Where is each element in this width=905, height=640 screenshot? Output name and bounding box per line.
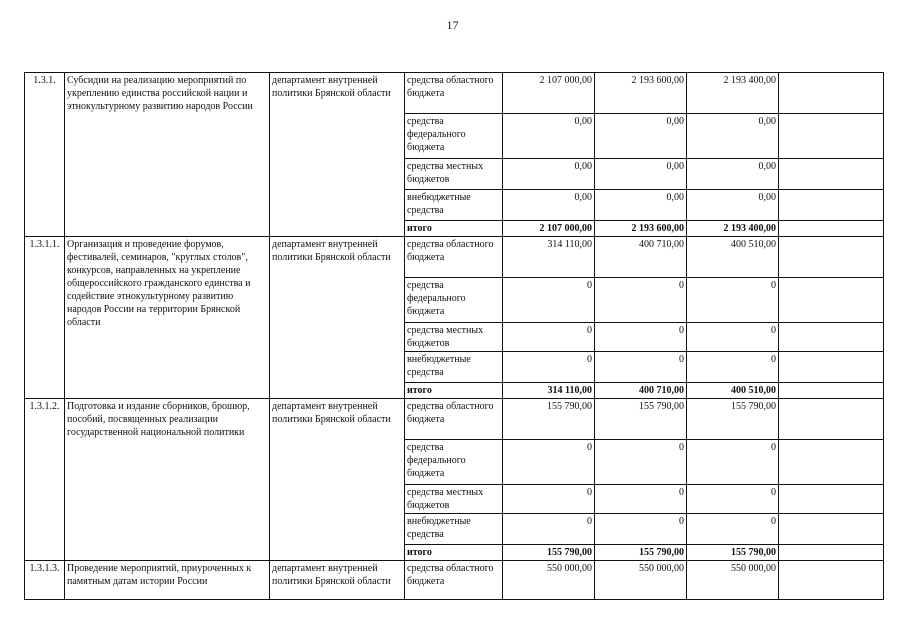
amount-v3: 155 790,00	[687, 399, 779, 440]
table-row	[25, 237, 884, 278]
funding-source: средства областного бюджета	[405, 561, 503, 600]
funding-source: средства местных бюджетов	[405, 485, 503, 514]
empty-cell	[779, 114, 884, 159]
amount-v1: 0,00	[503, 114, 595, 159]
empty-cell	[779, 190, 884, 221]
amount-v3: 0	[687, 514, 779, 545]
empty-cell	[779, 278, 884, 323]
amount-v3: 0	[687, 352, 779, 383]
amount-v3: 0	[687, 278, 779, 323]
amount-v1: 314 110,00	[503, 383, 595, 399]
amount-v1: 0	[503, 485, 595, 514]
funding-source: средства местных бюджетов	[405, 159, 503, 190]
item-code: 1.3.1.3.	[25, 561, 65, 600]
amount-v1: 0	[503, 352, 595, 383]
amount-v1: 2 107 000,00	[503, 73, 595, 114]
amount-v1: 2 107 000,00	[503, 221, 595, 237]
funding-source: итого	[405, 383, 503, 399]
amount-v3: 400 510,00	[687, 237, 779, 278]
amount-v3: 0	[687, 485, 779, 514]
item-executor: департамент внутренней политики Брянской области	[270, 237, 405, 399]
amount-v1: 0,00	[503, 190, 595, 221]
amount-v2: 400 710,00	[595, 237, 687, 278]
funding-source: средства федерального бюджета	[405, 114, 503, 159]
funding-source: средства федерального бюджета	[405, 278, 503, 323]
empty-cell	[779, 221, 884, 237]
amount-v1: 0	[503, 278, 595, 323]
amount-v3: 0,00	[687, 159, 779, 190]
amount-v3: 0,00	[687, 114, 779, 159]
amount-v1: 0,00	[503, 159, 595, 190]
empty-cell	[779, 237, 884, 278]
amount-v3: 400 510,00	[687, 383, 779, 399]
funding-source: итого	[405, 221, 503, 237]
amount-v2: 400 710,00	[595, 383, 687, 399]
amount-v2: 0	[595, 278, 687, 323]
empty-cell	[779, 159, 884, 190]
empty-cell	[779, 323, 884, 352]
empty-cell	[779, 514, 884, 545]
item-name: Субсидии на реализацию мероприятий по укреплению единства российской нации и этнокультурному развитию народов России	[65, 73, 270, 237]
empty-cell	[779, 399, 884, 440]
budget-table	[24, 72, 884, 600]
empty-cell	[779, 545, 884, 561]
budget-table-body	[25, 73, 884, 600]
amount-v1: 550 000,00	[503, 561, 595, 600]
item-executor: департамент внутренней политики Брянской области	[270, 399, 405, 561]
item-name: Подготовка и издание сборников, брошюр, пособий, посвященных реализации государственной национальной политики	[65, 399, 270, 561]
amount-v3: 550 000,00	[687, 561, 779, 600]
amount-v1: 314 110,00	[503, 237, 595, 278]
item-name: Организация и проведение форумов, фестивалей, семинаров, "круглых столов", конкурсов, направленных на укрепление общероссийского гражданского единства и содействие этнокультурному развитию народов России на территории Брянской области	[65, 237, 270, 399]
amount-v3: 155 790,00	[687, 545, 779, 561]
funding-source: внебюджетные средства	[405, 514, 503, 545]
amount-v1: 0	[503, 440, 595, 485]
amount-v2: 0	[595, 485, 687, 514]
funding-source: средства областного бюджета	[405, 399, 503, 440]
empty-cell	[779, 440, 884, 485]
empty-cell	[779, 73, 884, 114]
empty-cell	[779, 352, 884, 383]
funding-source: средства федерального бюджета	[405, 440, 503, 485]
funding-source: внебюджетные средства	[405, 190, 503, 221]
amount-v2: 0	[595, 440, 687, 485]
item-name: Проведение мероприятий, приуроченных к памятным датам истории России	[65, 561, 270, 600]
empty-cell	[779, 383, 884, 399]
item-executor: департамент внутренней политики Брянской области	[270, 561, 405, 600]
amount-v2: 155 790,00	[595, 545, 687, 561]
funding-source: внебюджетные средства	[405, 352, 503, 383]
page-number: 17	[446, 18, 459, 32]
amount-v3: 0	[687, 323, 779, 352]
amount-v2: 155 790,00	[595, 399, 687, 440]
amount-v2: 0,00	[595, 114, 687, 159]
amount-v2: 0,00	[595, 159, 687, 190]
table-row	[25, 561, 884, 600]
item-executor: департамент внутренней политики Брянской области	[270, 73, 405, 237]
table-row	[25, 73, 884, 114]
amount-v2: 550 000,00	[595, 561, 687, 600]
funding-source: итого	[405, 545, 503, 561]
item-code: 1.3.1.1.	[25, 237, 65, 399]
item-code: 1.3.1.	[25, 73, 65, 237]
amount-v2: 2 193 600,00	[595, 221, 687, 237]
amount-v2: 0,00	[595, 190, 687, 221]
amount-v2: 0	[595, 514, 687, 545]
amount-v1: 0	[503, 514, 595, 545]
amount-v1: 155 790,00	[503, 399, 595, 440]
empty-cell	[779, 561, 884, 600]
table-row	[25, 399, 884, 440]
funding-source: средства областного бюджета	[405, 73, 503, 114]
amount-v3: 2 193 400,00	[687, 221, 779, 237]
amount-v1: 0	[503, 323, 595, 352]
empty-cell	[779, 485, 884, 514]
funding-source: средства местных бюджетов	[405, 323, 503, 352]
amount-v3: 2 193 400,00	[687, 73, 779, 114]
amount-v2: 2 193 600,00	[595, 73, 687, 114]
amount-v3: 0,00	[687, 190, 779, 221]
funding-source: средства областного бюджета	[405, 237, 503, 278]
amount-v2: 0	[595, 352, 687, 383]
amount-v2: 0	[595, 323, 687, 352]
amount-v1: 155 790,00	[503, 545, 595, 561]
item-code: 1.3.1.2.	[25, 399, 65, 561]
amount-v3: 0	[687, 440, 779, 485]
